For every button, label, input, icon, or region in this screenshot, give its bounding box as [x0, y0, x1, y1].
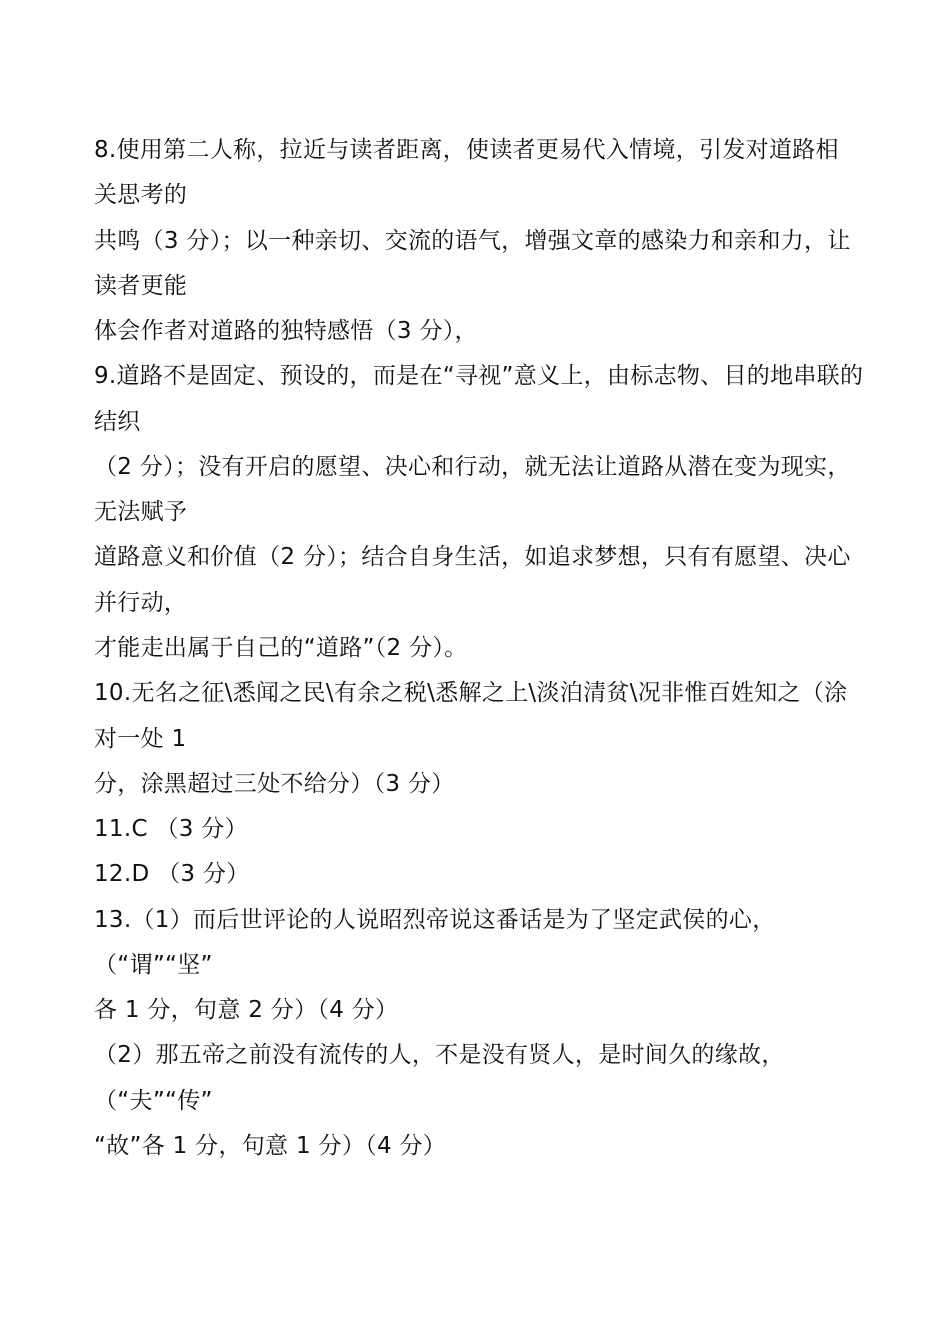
answer-13-2-line-3: “故”各 1 分，句意 1 分）（4 分） — [94, 1133, 447, 1159]
answer-12: 12.D （3 分） — [94, 861, 250, 887]
answer-9-line-2: 结织 — [94, 409, 141, 435]
answer-10-line-2: 对一处 1 — [94, 726, 187, 752]
answer-9-line-7: 才能走出属于自己的“道路”（2 分）。 — [94, 635, 468, 661]
answer-8-line-1: 8.使用第二人称，拉近与读者距离，使读者更易代入情境，引发对道路相 — [94, 137, 839, 163]
answer-9-line-3: （2 分）；没有开启的愿望、决心和行动，就无法让道路从潜在变为现实， — [94, 454, 851, 480]
answer-13-2-line-2: （“夫”“传” — [94, 1088, 213, 1114]
answer-13-2-line-1: （2）那五帝之前没有流传的人，不是没有贤人，是时间久的缘故， — [94, 1042, 785, 1068]
answer-9-line-1: 9.道路不是固定、预设的，而是在“寻视”意义上，由标志物、目的地串联的 — [94, 363, 864, 389]
answer-8-line-4: 读者更能 — [94, 273, 188, 299]
answer-13-1-line-3: 各 1 分，句意 2 分）（4 分） — [94, 997, 399, 1023]
answer-10-line-1: 10.无名之征\悉闻之民\有余之税\悉解之上\淡泊清贫\况非惟百姓知之（涂 — [94, 680, 848, 706]
answer-8-line-3: 共鸣（3 分）；以一种亲切、交流的语气，增强文章的感染力和亲和力，让 — [94, 228, 851, 254]
answer-10-line-3: 分，涂黑超过三处不给分）（3 分） — [94, 771, 455, 797]
answer-13-1-line-1: 13.（1）而后世评论的人说昭烈帝说这番话是为了坚定武侯的心， — [94, 907, 776, 933]
answer-9-line-6: 并行动， — [94, 590, 188, 616]
answer-8-line-2: 关思考的 — [94, 182, 188, 208]
answer-11: 11.C （3 分） — [94, 816, 248, 842]
answer-8-line-5: 体会作者对道路的独特感悟（3 分）， — [94, 318, 478, 344]
answer-9-line-4: 无法赋予 — [94, 499, 188, 525]
answer-13-1-line-2: （“谓”“坚” — [94, 952, 213, 978]
answer-9-line-5: 道路意义和价值（2 分）；结合自身生活，如追求梦想，只有有愿望、决心 — [94, 544, 851, 570]
